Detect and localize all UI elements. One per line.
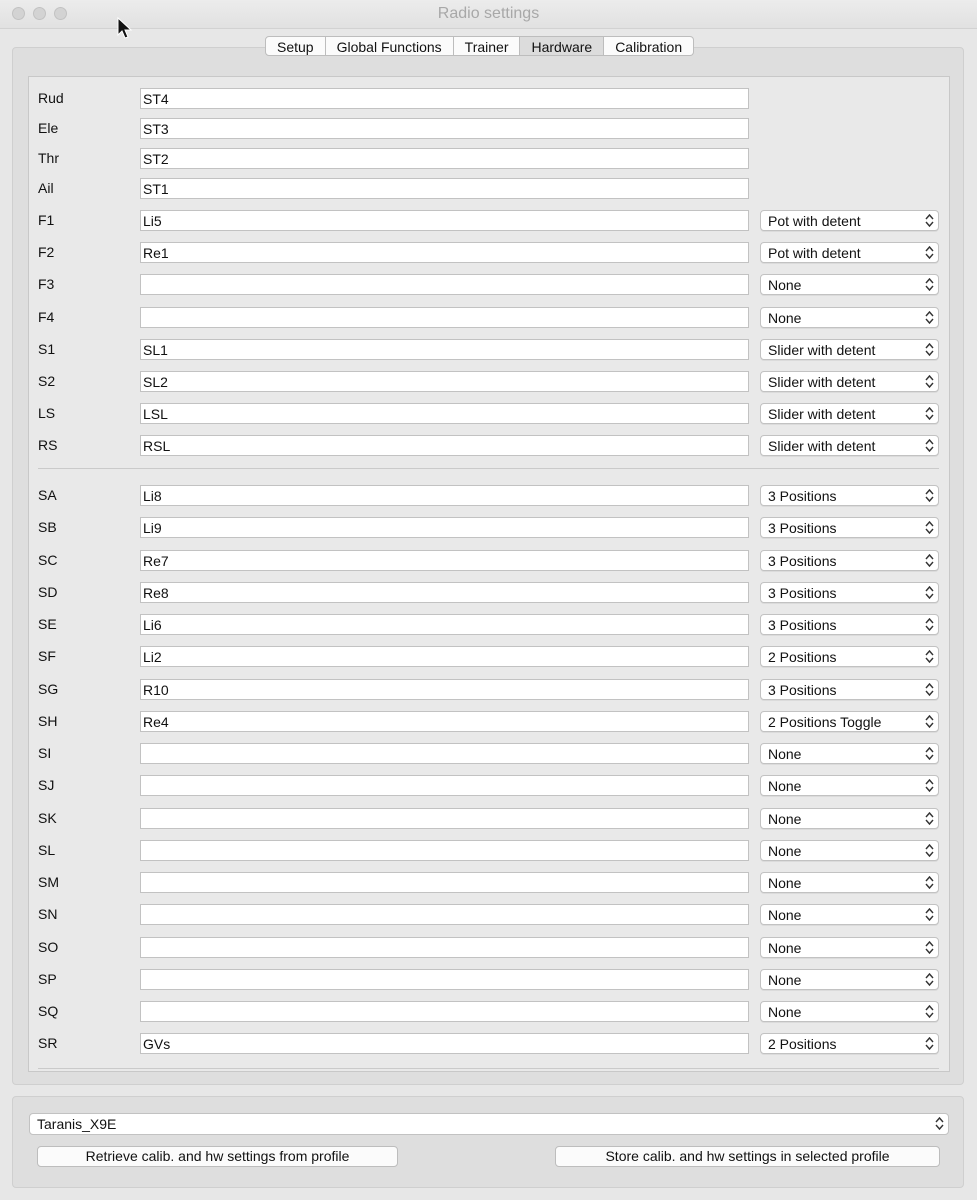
hardware-label: RS [38,437,58,454]
type-select-rs[interactable] [760,435,939,456]
hardware-row-sg [29,679,951,701]
hardware-label: SF [38,648,56,665]
type-select-value: 3 Positions [768,552,837,569]
type-select-sf[interactable] [760,646,939,667]
store-settings-button[interactable]: Store calib. and hw settings in selected profile [555,1146,940,1167]
type-select-value: 3 Positions [768,488,837,504]
select-arrows-icon [925,310,934,325]
mouse-cursor-icon [117,17,135,41]
type-select-value: None [768,778,802,795]
name-input-f3[interactable] [140,274,749,295]
name-input-sb[interactable]: Li9 [140,517,749,538]
hardware-row-si [29,743,951,765]
type-select-value: 2 Positions Toggle [768,713,882,730]
hardware-row-ls [29,403,951,425]
hardware-list [28,76,950,1072]
select-arrows-icon [925,553,934,568]
hardware-label: SR [38,1035,58,1052]
hardware-label: SO [38,938,59,955]
type-select-value: None [768,907,802,924]
name-input-so[interactable] [140,937,749,958]
name-input-ail[interactable]: ST1 [140,178,749,199]
hardware-row-sj [29,775,951,797]
type-select-value: None [768,842,802,859]
type-select-value: None [768,875,802,891]
type-select-value: 3 Positions [768,584,837,601]
profile-panel [12,1096,964,1188]
hardware-label: F1 [38,212,55,228]
type-select-sh[interactable] [760,711,939,732]
name-input-f4[interactable] [140,307,749,328]
hardware-label: Thr [38,150,59,166]
hardware-label: S1 [38,340,56,357]
type-select-value: Slider with detent [768,374,876,390]
select-arrows-icon [925,972,934,987]
hardware-label: LS [38,405,56,422]
tab-setup[interactable]: Setup [265,36,326,56]
name-input-sm[interactable] [140,872,749,893]
select-arrows-icon [925,1036,934,1051]
type-select-value: None [768,939,802,956]
type-select-value: 3 Positions [768,617,837,633]
type-select-s1[interactable] [760,339,939,360]
hardware-row-sd [29,582,951,604]
type-select-sc[interactable] [760,550,939,571]
hardware-row-sa [29,485,951,507]
type-select-sp[interactable] [760,969,939,990]
hardware-row-thr [29,148,951,170]
type-select-value: None [768,810,802,827]
section-divider [38,468,939,469]
hardware-label: SE [38,616,57,632]
title-bar [0,0,977,29]
select-arrows-icon [925,245,934,260]
name-input-sp[interactable] [140,969,749,990]
type-select-value: 2 Positions [768,1036,837,1053]
hardware-row-s2 [29,371,951,393]
select-arrows-icon [925,682,934,697]
name-input-sf[interactable]: Li2 [140,646,749,667]
hardware-label: SI [38,745,52,761]
name-input-sk[interactable] [140,808,749,829]
select-arrows-icon [925,617,934,632]
hardware-label: F3 [38,276,55,293]
hardware-row-sl [29,840,951,862]
hardware-row-sk [29,808,951,830]
hardware-row-f2 [29,242,951,264]
select-arrows-icon [925,406,934,421]
name-input-se[interactable]: Li6 [140,614,749,635]
type-select-value: 3 Positions [768,681,837,698]
hardware-label: SN [38,906,58,923]
type-select-value: Slider with detent [768,438,876,455]
hardware-row-rs [29,435,951,457]
select-arrows-icon [925,746,934,761]
hardware-label: SB [38,519,57,536]
hardware-row-sn [29,904,951,926]
hardware-label: SP [38,970,57,987]
hardware-row-ail [29,178,951,200]
hardware-row-sq [29,1001,951,1023]
type-select-value: None [768,971,802,988]
type-select-sj[interactable] [760,775,939,796]
hardware-row-sr [29,1033,951,1055]
name-input-sn[interactable] [140,904,749,925]
select-arrows-icon [925,374,934,389]
name-input-sg[interactable]: R10 [140,679,749,700]
tab-trainer[interactable]: Trainer [454,36,521,56]
name-input-sl[interactable] [140,840,749,861]
select-arrows-icon [925,342,934,357]
name-input-f1[interactable]: Li5 [140,210,749,231]
tab-calibration[interactable]: Calibration [604,36,694,56]
select-arrows-icon [925,277,934,292]
type-select-f3[interactable] [760,274,939,295]
hardware-row-s1 [29,339,951,361]
select-arrows-icon [925,585,934,600]
window-title: Radio settings [437,5,540,22]
type-select-f4[interactable] [760,307,939,328]
select-arrows-icon [925,907,934,922]
type-select-sk[interactable] [760,808,939,829]
name-input-sj[interactable] [140,775,749,796]
hardware-label: F4 [38,308,55,325]
name-input-sd[interactable]: Re8 [140,582,749,603]
select-arrows-icon [925,714,934,729]
retrieve-settings-button[interactable]: Retrieve calib. and hw settings from profile [37,1146,398,1167]
hardware-label: S2 [38,373,56,389]
type-select-sq[interactable] [760,1001,939,1022]
type-select-sr[interactable] [760,1033,939,1054]
type-select-si[interactable] [760,743,939,764]
type-select-value: None [768,277,802,294]
hardware-label: SK [38,809,57,826]
hardware-label: SM [38,874,59,890]
select-arrows-icon [925,843,934,858]
type-select-value: Pot with detent [768,213,861,229]
hardware-row-f1 [29,210,951,232]
section-divider [38,1068,939,1069]
name-input-s1[interactable]: SL1 [140,339,749,360]
hardware-label: SL [38,841,56,858]
type-select-f2[interactable] [760,242,939,263]
select-arrows-icon [925,649,934,664]
type-select-value: 3 Positions [768,520,837,537]
hardware-row-f4 [29,307,951,329]
hardware-row-sp [29,969,951,991]
select-arrows-icon [925,940,934,955]
hardware-label: SC [38,551,58,568]
hardware-label: SD [38,583,58,600]
hardware-row-sm [29,872,951,894]
type-select-value: None [768,746,802,762]
hardware-label: SQ [38,1003,59,1019]
name-input-sc[interactable]: Re7 [140,550,749,571]
hardware-row-rud [29,88,951,110]
hardware-row-sc [29,550,951,572]
type-select-sn[interactable] [760,904,939,925]
select-arrows-icon [935,1116,944,1131]
hardware-row-sf [29,646,951,668]
hardware-row-se [29,614,951,636]
type-select-s2[interactable] [760,371,939,392]
hardware-label: SH [38,712,58,729]
hardware-row-f3 [29,274,951,296]
name-input-f2[interactable]: Re1 [140,242,749,263]
name-input-sa[interactable]: Li8 [140,485,749,506]
type-select-sm[interactable] [760,872,939,893]
hardware-label: Ele [38,120,59,136]
select-arrows-icon [925,811,934,826]
hardware-label: F2 [38,244,55,261]
select-arrows-icon [925,1004,934,1019]
hardware-label: SG [38,680,59,697]
type-select-f1[interactable] [760,210,939,231]
type-select-value: 2 Positions [768,649,837,666]
hardware-label: Ail [38,180,54,196]
hardware-label: SA [38,487,57,503]
type-select-sg[interactable] [760,679,939,700]
type-select-sa[interactable] [760,485,939,506]
tab-global-functions[interactable]: Global Functions [326,36,454,56]
type-select-value: Slider with detent [768,406,876,423]
type-select-ls[interactable] [760,403,939,424]
type-select-sd[interactable] [760,582,939,603]
name-input-s2[interactable]: SL2 [140,371,749,392]
profile-select-value: Taranis_X9E [37,1116,117,1132]
name-input-si[interactable] [140,743,749,764]
name-input-ls[interactable]: LSL [140,403,749,424]
name-input-sq[interactable] [140,1001,749,1022]
type-select-sl[interactable] [760,840,939,861]
hardware-row-so [29,937,951,959]
select-arrows-icon [925,488,934,503]
name-input-sh[interactable]: Re4 [140,711,749,732]
profile-select[interactable] [29,1113,949,1135]
type-select-value: None [768,309,802,326]
type-select-value: Pot with detent [768,245,861,262]
name-input-ele[interactable]: ST3 [140,118,749,139]
hardware-row-sb [29,517,951,539]
select-arrows-icon [925,875,934,890]
select-arrows-icon [925,520,934,535]
name-input-sr[interactable]: GVs [140,1033,749,1054]
hardware-label: Rud [38,90,64,106]
type-select-sb[interactable] [760,517,939,538]
name-input-thr[interactable]: ST2 [140,148,749,169]
type-select-so[interactable] [760,937,939,958]
type-select-value: Slider with detent [768,341,876,358]
hardware-row-ele [29,118,951,140]
hardware-row-sh [29,711,951,733]
name-input-rud[interactable]: ST4 [140,88,749,109]
hardware-label: SJ [38,777,55,794]
name-input-rs[interactable]: RSL [140,435,749,456]
select-arrows-icon [925,778,934,793]
type-select-se[interactable] [760,614,939,635]
tab-hardware[interactable]: Hardware [520,36,604,56]
type-select-value: None [768,1004,802,1020]
select-arrows-icon [925,438,934,453]
select-arrows-icon [925,213,934,228]
tab-bar [265,36,694,57]
